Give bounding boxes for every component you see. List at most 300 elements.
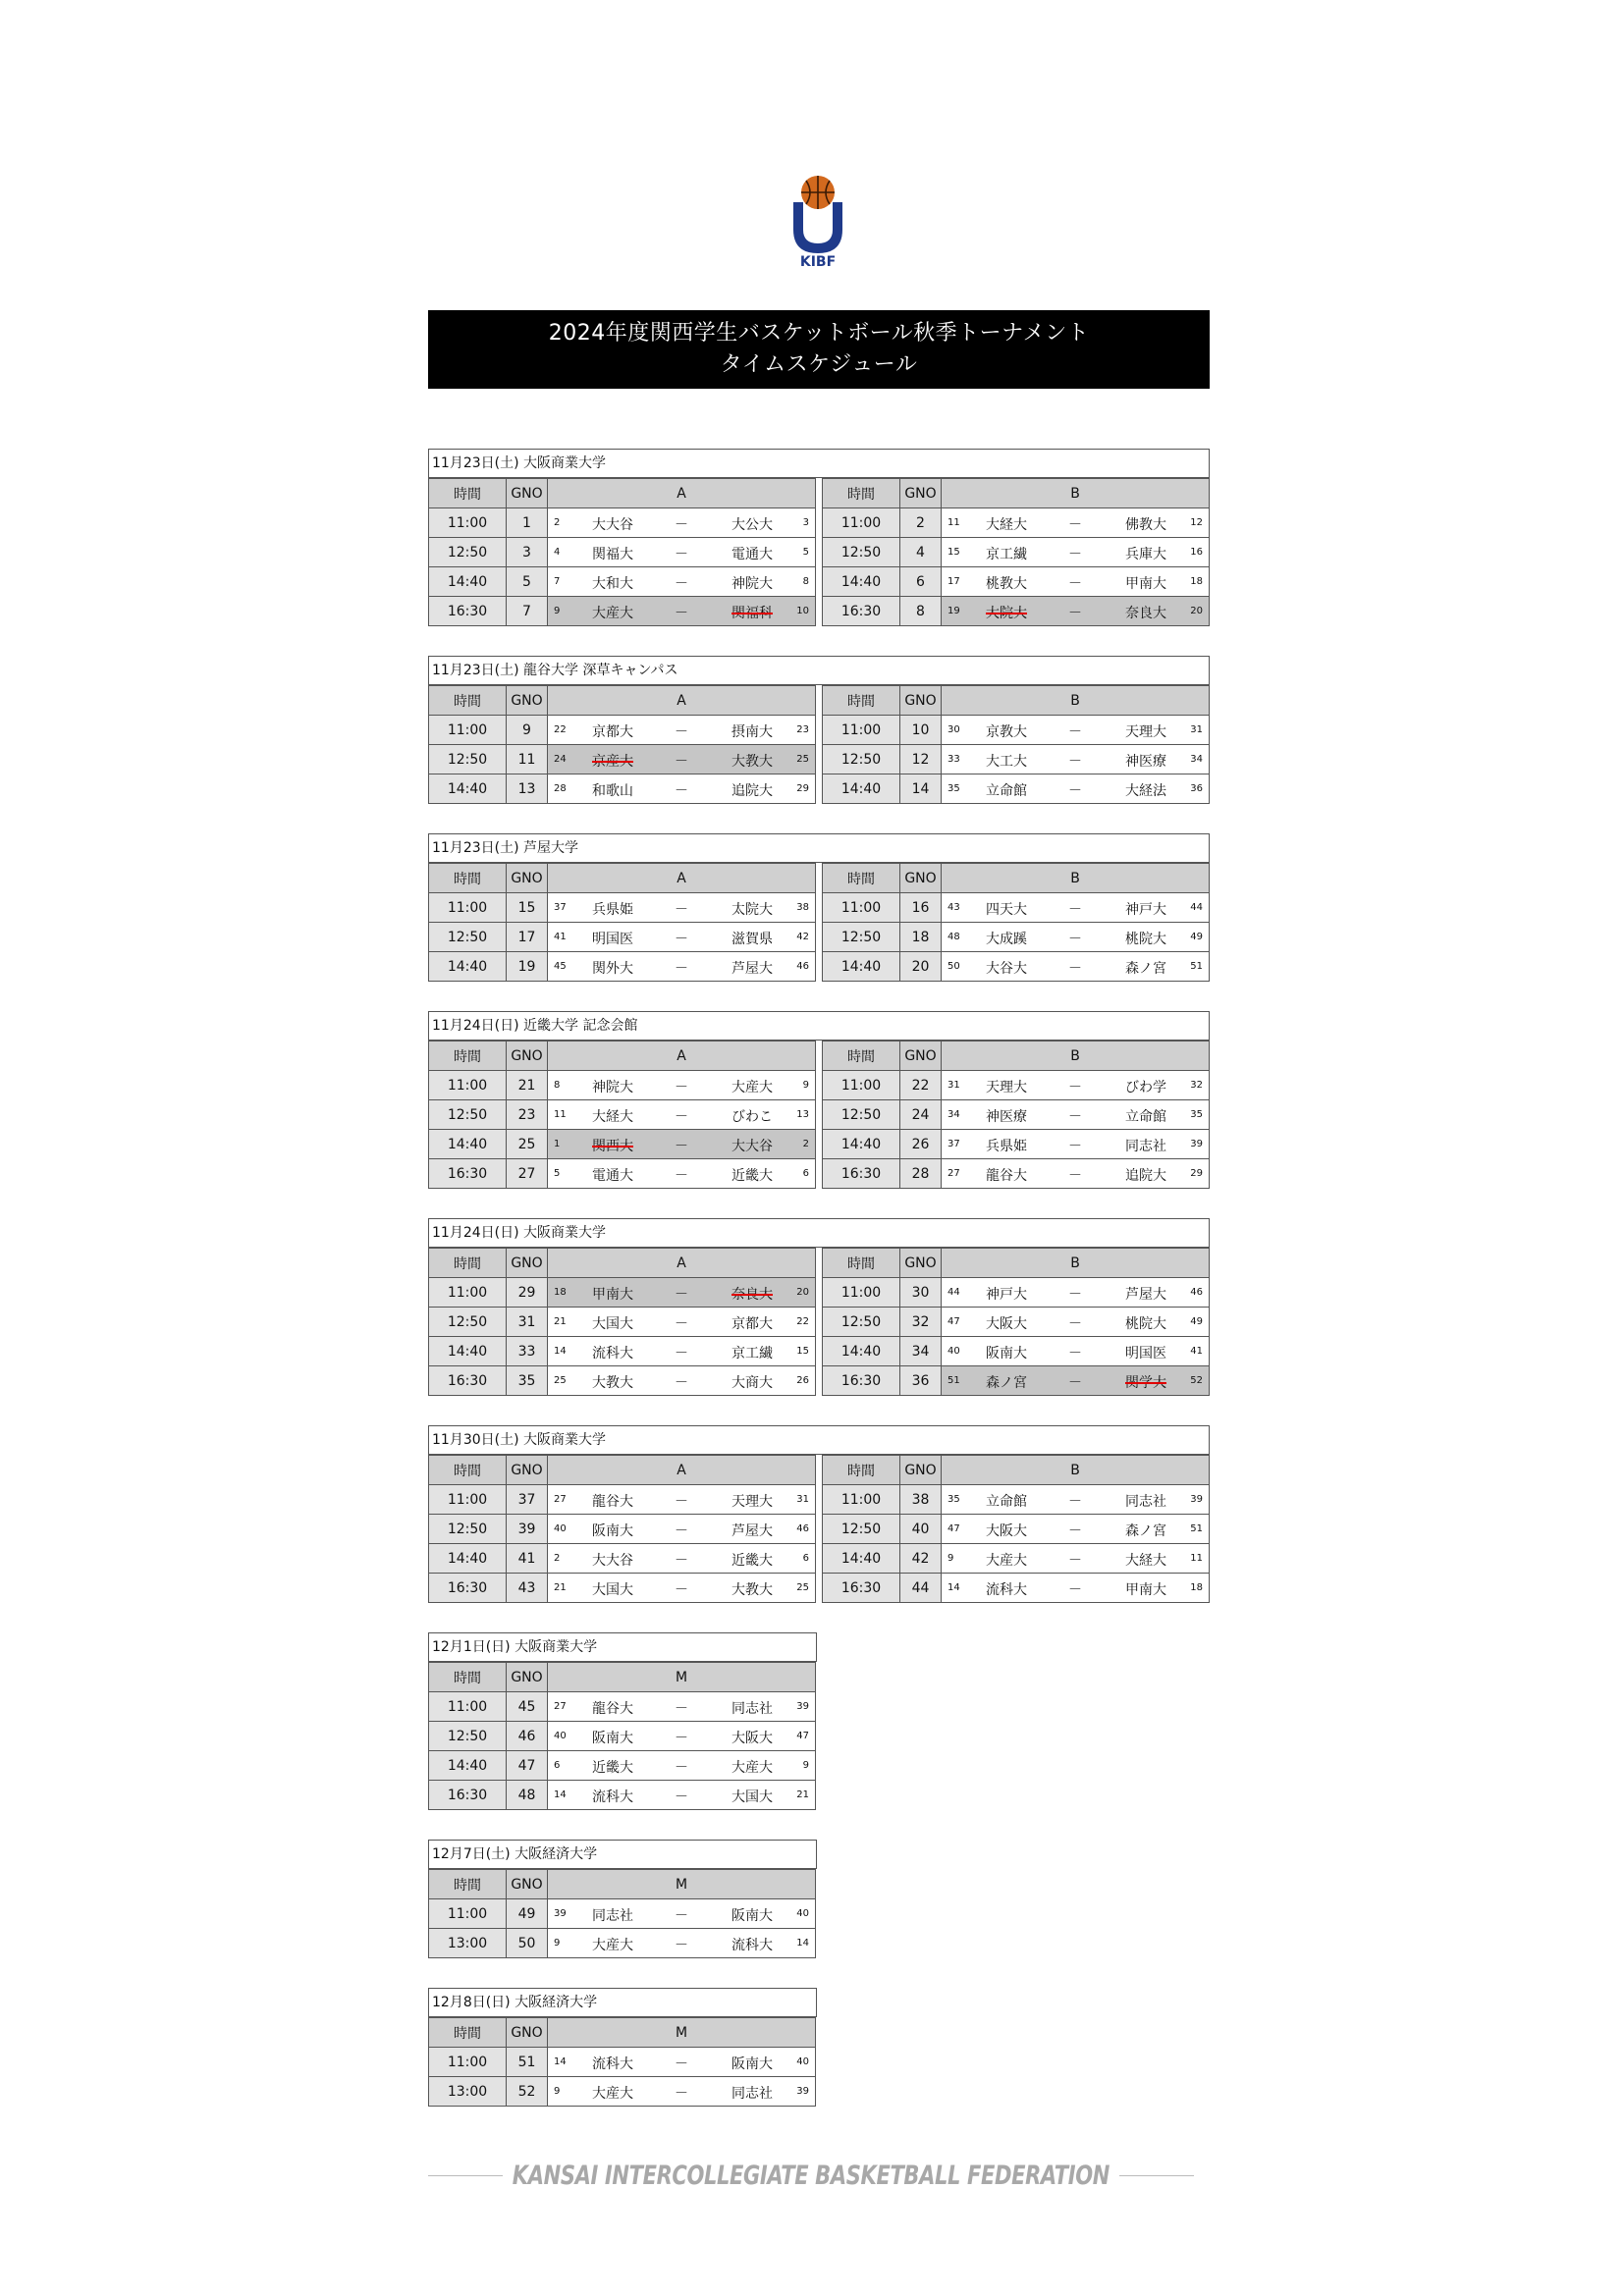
- match-cell: [548, 1485, 815, 1514]
- versus-dash: －: [675, 1760, 688, 1776]
- table-row: [823, 1543, 1209, 1573]
- court-table: [822, 478, 1210, 626]
- left-seed: 27: [554, 1701, 567, 1712]
- left-seed: 21: [554, 1316, 567, 1327]
- right-seed: 39: [1190, 1139, 1203, 1149]
- time-cell: 11:00: [429, 1692, 507, 1721]
- left-team: 立命館: [986, 1494, 1027, 1510]
- gno-cell: 3: [507, 538, 548, 566]
- table-header-row: [429, 1662, 815, 1691]
- table-row: [823, 951, 1209, 981]
- section-title: 12月8日(日) 大阪経済大学: [428, 1988, 817, 2017]
- right-seed: 32: [1190, 1080, 1203, 1091]
- versus-dash: －: [675, 754, 688, 770]
- gno-cell: 42: [900, 1544, 942, 1573]
- header-gno: GNO: [507, 479, 548, 507]
- left-seed: 27: [554, 1494, 567, 1505]
- match-cell: [942, 1337, 1209, 1365]
- right-team: 京都大: [731, 1316, 773, 1332]
- table-row: [429, 1573, 815, 1602]
- match-cell: [942, 952, 1209, 981]
- time-cell: 14:40: [429, 567, 507, 596]
- left-team: 関福大: [592, 547, 633, 562]
- versus-dash: －: [675, 1080, 688, 1095]
- match-cell: [548, 1130, 815, 1158]
- right-team: 奈良大: [731, 1287, 773, 1303]
- left-team: 大教大: [592, 1375, 633, 1391]
- match-cell: [942, 1308, 1209, 1336]
- time-cell: 14:40: [429, 1130, 507, 1158]
- table-row: [429, 1780, 815, 1809]
- footer: [428, 2156, 1194, 2195]
- right-team: 森ノ宮: [1125, 961, 1166, 977]
- title-line-1: 2024年度関西学生バスケットボール秋季トーナメント: [548, 321, 1090, 346]
- right-seed: 44: [1190, 902, 1203, 913]
- table-row: [823, 922, 1209, 951]
- table-header-row: [429, 1455, 815, 1484]
- table-row: [823, 1099, 1209, 1129]
- court-table: [822, 685, 1210, 804]
- schedule-section: [428, 656, 1210, 804]
- section-title: 11月24日(日) 近畿大学 記念会館: [428, 1011, 1210, 1041]
- table-row: [429, 1158, 815, 1188]
- left-team: 四天大: [986, 902, 1027, 918]
- table-header-row: [823, 1248, 1209, 1277]
- gno-cell: 12: [900, 745, 942, 774]
- left-seed: 37: [947, 1139, 960, 1149]
- left-team: 大阪大: [986, 1523, 1027, 1539]
- right-team: 関福科: [731, 606, 773, 621]
- gno-cell: 14: [900, 774, 942, 803]
- header-time: 時間: [823, 686, 900, 715]
- court-table: [428, 685, 816, 804]
- match-cell: [942, 1544, 1209, 1573]
- left-seed: 34: [947, 1109, 960, 1120]
- left-seed: 33: [947, 754, 960, 765]
- gno-cell: 21: [507, 1071, 548, 1099]
- match-cell: [548, 2077, 815, 2106]
- right-seed: 51: [1190, 1523, 1203, 1534]
- gno-cell: 10: [900, 716, 942, 744]
- match-cell: [942, 567, 1209, 596]
- left-team: 流科大: [986, 1582, 1027, 1598]
- right-team: 電通大: [731, 547, 773, 562]
- right-team: 追院大: [1125, 1168, 1166, 1184]
- right-seed: 46: [796, 1523, 809, 1534]
- table-row: [429, 1721, 815, 1750]
- right-team: びわこ: [731, 1109, 773, 1125]
- versus-dash: －: [1068, 1316, 1082, 1332]
- right-seed: 23: [796, 724, 809, 735]
- left-seed: 9: [554, 2086, 561, 2097]
- gno-cell: 31: [507, 1308, 548, 1336]
- gno-cell: 49: [507, 1899, 548, 1928]
- versus-dash: －: [675, 547, 688, 562]
- left-team: 天理大: [986, 1080, 1027, 1095]
- time-cell: 11:00: [429, 1485, 507, 1514]
- versus-dash: －: [1068, 1109, 1082, 1125]
- versus-dash: －: [675, 1523, 688, 1539]
- right-team: 関学大: [1125, 1375, 1166, 1391]
- logo-text: KIBF: [799, 254, 837, 267]
- right-team: 天理大: [1125, 724, 1166, 740]
- header-court: M: [548, 2018, 815, 2047]
- table-header-row: [429, 863, 815, 892]
- left-seed: 48: [947, 932, 960, 942]
- left-team: 大経大: [592, 1109, 633, 1125]
- right-seed: 11: [1190, 1553, 1203, 1564]
- header-gno: GNO: [507, 686, 548, 715]
- time-cell: 16:30: [823, 1159, 900, 1188]
- right-seed: 12: [1190, 517, 1203, 528]
- schedule-section: [428, 833, 1210, 982]
- gno-cell: 24: [900, 1100, 942, 1129]
- left-team: 京都大: [592, 724, 633, 740]
- gno-cell: 43: [507, 1574, 548, 1602]
- header-court: A: [548, 1249, 815, 1277]
- footer-text: KANSAI INTERCOLLEGIATE BASKETBALL FEDERATION: [512, 2160, 1110, 2191]
- left-team: 電通大: [592, 1168, 633, 1184]
- time-cell: 14:40: [429, 1751, 507, 1780]
- gno-cell: 28: [900, 1159, 942, 1188]
- left-seed: 7: [554, 576, 561, 587]
- versus-dash: －: [675, 961, 688, 977]
- match-cell: [548, 2048, 815, 2076]
- court-table: [428, 1662, 816, 1810]
- time-cell: 14:40: [823, 1130, 900, 1158]
- gno-cell: 34: [900, 1337, 942, 1365]
- match-cell: [942, 1515, 1209, 1543]
- table-row: [823, 537, 1209, 566]
- table-row: [429, 1336, 815, 1365]
- versus-dash: －: [675, 1375, 688, 1391]
- table-row: [429, 892, 815, 922]
- table-row: [823, 1484, 1209, 1514]
- left-seed: 1: [554, 1139, 561, 1149]
- versus-dash: －: [675, 1109, 688, 1125]
- left-team: 大国大: [592, 1582, 633, 1598]
- versus-dash: －: [675, 724, 688, 740]
- right-seed: 41: [1190, 1346, 1203, 1357]
- gno-cell: 52: [507, 2077, 548, 2106]
- right-seed: 38: [796, 902, 809, 913]
- header-time: 時間: [429, 686, 507, 715]
- left-team: 大国大: [592, 1316, 633, 1332]
- left-seed: 28: [554, 783, 567, 794]
- header-court: B: [942, 686, 1209, 715]
- table-row: [429, 1070, 815, 1099]
- left-team: 和歌山: [592, 783, 633, 799]
- gno-cell: 17: [507, 923, 548, 951]
- gno-cell: 45: [507, 1692, 548, 1721]
- left-seed: 22: [554, 724, 567, 735]
- versus-dash: －: [675, 576, 688, 592]
- right-team: 大阪大: [731, 1731, 773, 1746]
- time-cell: 12:50: [823, 1308, 900, 1336]
- table-row: [429, 1277, 815, 1307]
- match-cell: [548, 1366, 815, 1395]
- left-seed: 9: [947, 1553, 954, 1564]
- schedule-section: [428, 1840, 817, 1958]
- header-court: M: [548, 1663, 815, 1691]
- time-cell: 16:30: [429, 1159, 507, 1188]
- left-seed: 31: [947, 1080, 960, 1091]
- time-cell: 13:00: [429, 1929, 507, 1957]
- time-cell: 12:50: [429, 538, 507, 566]
- left-seed: 40: [947, 1346, 960, 1357]
- court-table: [428, 1869, 816, 1958]
- section-title: 11月24日(日) 大阪商業大学: [428, 1218, 1210, 1248]
- gno-cell: 11: [507, 745, 548, 774]
- right-seed: 42: [796, 932, 809, 942]
- time-cell: 16:30: [429, 1366, 507, 1395]
- court-table: [822, 1248, 1210, 1396]
- header-court: B: [942, 1249, 1209, 1277]
- right-team: 明国医: [1125, 1346, 1166, 1362]
- match-cell: [548, 1899, 815, 1928]
- header-time: 時間: [429, 1456, 507, 1484]
- left-team: 関外大: [592, 961, 633, 977]
- match-cell: [548, 774, 815, 803]
- right-team: びわ学: [1125, 1080, 1166, 1095]
- table-header-row: [823, 478, 1209, 507]
- table-row: [429, 507, 815, 537]
- match-cell: [548, 1722, 815, 1750]
- left-seed: 41: [554, 932, 567, 942]
- left-team: 龍谷大: [592, 1494, 633, 1510]
- versus-dash: －: [675, 1731, 688, 1746]
- table-row: [429, 1129, 815, 1158]
- gno-cell: 51: [507, 2048, 548, 2076]
- versus-dash: －: [1068, 1139, 1082, 1154]
- match-cell: [942, 508, 1209, 537]
- match-cell: [548, 1071, 815, 1099]
- right-seed: 14: [796, 1938, 809, 1949]
- versus-dash: －: [675, 2056, 688, 2072]
- right-team: 同志社: [731, 1701, 773, 1717]
- time-cell: 11:00: [429, 716, 507, 744]
- table-row: [823, 507, 1209, 537]
- header-gno: GNO: [900, 864, 942, 892]
- right-team: 京工繊: [731, 1346, 773, 1362]
- right-team: 滋賀県: [731, 932, 773, 947]
- court-table: [428, 2017, 816, 2107]
- header-gno: GNO: [507, 1870, 548, 1898]
- right-seed: 47: [796, 1731, 809, 1741]
- versus-dash: －: [675, 1287, 688, 1303]
- left-team: 大産大: [986, 1553, 1027, 1569]
- left-seed: 14: [554, 2056, 567, 2067]
- table-header-row: [823, 685, 1209, 715]
- match-cell: [548, 1781, 815, 1809]
- section-title: 11月23日(土) 大阪商業大学: [428, 449, 1210, 478]
- gno-cell: 36: [900, 1366, 942, 1395]
- time-cell: 14:40: [823, 952, 900, 981]
- time-cell: 11:00: [429, 508, 507, 537]
- time-cell: 12:50: [823, 745, 900, 774]
- gno-cell: 1: [507, 508, 548, 537]
- match-cell: [942, 893, 1209, 922]
- time-cell: 14:40: [823, 567, 900, 596]
- left-seed: 24: [554, 754, 567, 765]
- time-cell: 12:50: [429, 1722, 507, 1750]
- right-seed: 36: [1190, 783, 1203, 794]
- time-cell: 11:00: [823, 716, 900, 744]
- right-team: 大経法: [1125, 783, 1166, 799]
- match-cell: [942, 1100, 1209, 1129]
- left-team: 大工大: [986, 754, 1027, 770]
- right-seed: 3: [802, 517, 809, 528]
- table-row: [429, 774, 815, 803]
- versus-dash: －: [1068, 1582, 1082, 1598]
- right-team: 大国大: [731, 1789, 773, 1805]
- time-cell: 12:50: [429, 1308, 507, 1336]
- versus-dash: －: [1068, 932, 1082, 947]
- left-seed: 44: [947, 1287, 960, 1298]
- versus-dash: －: [1068, 547, 1082, 562]
- left-team: 龍谷大: [592, 1701, 633, 1717]
- left-seed: 15: [947, 547, 960, 558]
- match-cell: [548, 952, 815, 981]
- left-seed: 40: [554, 1731, 567, 1741]
- schedule-section: [428, 1988, 817, 2107]
- court-table: [822, 863, 1210, 982]
- table-row: [429, 744, 815, 774]
- header-time: 時間: [823, 1249, 900, 1277]
- versus-dash: －: [1068, 576, 1082, 592]
- table-row: [429, 566, 815, 596]
- time-cell: 14:40: [429, 774, 507, 803]
- left-seed: 2: [554, 1553, 561, 1564]
- match-cell: [942, 774, 1209, 803]
- left-team: 大産大: [592, 2086, 633, 2102]
- court-table: [428, 1455, 816, 1603]
- left-team: 神戸大: [986, 1287, 1027, 1303]
- left-team: 兵県姫: [592, 902, 633, 918]
- gno-cell: 5: [507, 567, 548, 596]
- left-seed: 11: [554, 1109, 567, 1120]
- right-team: 神戸大: [1125, 902, 1166, 918]
- schedule-section: [428, 1425, 1210, 1603]
- match-cell: [548, 1278, 815, 1307]
- versus-dash: －: [1068, 517, 1082, 533]
- left-seed: 9: [554, 1938, 561, 1949]
- header-gno: GNO: [900, 1249, 942, 1277]
- table-row: [429, 1691, 815, 1721]
- versus-dash: －: [675, 1168, 688, 1184]
- section-title: 11月23日(土) 龍谷大学 深草キャンパス: [428, 656, 1210, 685]
- right-seed: 29: [1190, 1168, 1203, 1179]
- time-cell: 14:40: [823, 1337, 900, 1365]
- left-team: 阪南大: [986, 1346, 1027, 1362]
- header-gno: GNO: [507, 864, 548, 892]
- right-seed: 46: [796, 961, 809, 972]
- left-team: 大和大: [592, 576, 633, 592]
- match-cell: [942, 716, 1209, 744]
- match-cell: [942, 1366, 1209, 1395]
- table-row: [429, 922, 815, 951]
- table-row: [429, 1099, 815, 1129]
- header-gno: GNO: [507, 1663, 548, 1691]
- versus-dash: －: [1068, 1287, 1082, 1303]
- versus-dash: －: [675, 932, 688, 947]
- right-team: 阪南大: [731, 2056, 773, 2072]
- table-row: [823, 1514, 1209, 1543]
- time-cell: 12:50: [429, 923, 507, 951]
- match-cell: [942, 1278, 1209, 1307]
- right-seed: 20: [796, 1287, 809, 1298]
- match-cell: [942, 597, 1209, 625]
- table-row: [823, 1158, 1209, 1188]
- match-cell: [548, 1751, 815, 1780]
- left-seed: 43: [947, 902, 960, 913]
- left-seed: 37: [554, 902, 567, 913]
- table-row: [823, 1336, 1209, 1365]
- header-gno: GNO: [507, 1041, 548, 1070]
- right-seed: 31: [1190, 724, 1203, 735]
- match-cell: [942, 1130, 1209, 1158]
- right-team: 天理大: [731, 1494, 773, 1510]
- right-team: 大教大: [731, 754, 773, 770]
- time-cell: 16:30: [429, 1574, 507, 1602]
- right-team: 大公大: [731, 517, 773, 533]
- gno-cell: 22: [900, 1071, 942, 1099]
- versus-dash: －: [1068, 1523, 1082, 1539]
- kibf-logo: [787, 173, 848, 267]
- gno-cell: 46: [507, 1722, 548, 1750]
- versus-dash: －: [1068, 1494, 1082, 1510]
- left-team: 大谷大: [986, 961, 1027, 977]
- versus-dash: －: [1068, 1168, 1082, 1184]
- schedule-section: [428, 1011, 1210, 1189]
- gno-cell: 39: [507, 1515, 548, 1543]
- gno-cell: 2: [900, 508, 942, 537]
- gno-cell: 4: [900, 538, 942, 566]
- right-seed: 52: [1190, 1375, 1203, 1386]
- time-cell: 12:50: [429, 1100, 507, 1129]
- versus-dash: －: [675, 783, 688, 799]
- gno-cell: 30: [900, 1278, 942, 1307]
- match-cell: [942, 538, 1209, 566]
- left-team: 森ノ宮: [986, 1375, 1027, 1391]
- section-title: 12月7日(土) 大阪経済大学: [428, 1840, 817, 1869]
- right-team: 大経大: [1125, 1553, 1166, 1569]
- table-header-row: [429, 1041, 815, 1070]
- right-seed: 29: [796, 783, 809, 794]
- header-court: B: [942, 479, 1209, 507]
- court-table: [428, 863, 816, 982]
- right-team: 桃院大: [1125, 1316, 1166, 1332]
- header-gno: GNO: [507, 1456, 548, 1484]
- right-team: 近畿大: [731, 1553, 773, 1569]
- header-time: 時間: [823, 864, 900, 892]
- section-title: 12月1日(日) 大阪商業大学: [428, 1632, 817, 1662]
- header-court: A: [548, 864, 815, 892]
- match-cell: [548, 538, 815, 566]
- match-cell: [548, 1574, 815, 1602]
- right-team: 立命館: [1125, 1109, 1166, 1125]
- versus-dash: －: [1068, 961, 1082, 977]
- match-cell: [548, 923, 815, 951]
- gno-cell: 32: [900, 1308, 942, 1336]
- right-seed: 10: [796, 606, 809, 616]
- left-team: 大産大: [592, 1938, 633, 1953]
- versus-dash: －: [1068, 724, 1082, 740]
- match-cell: [548, 508, 815, 537]
- header-gno: GNO: [507, 2018, 548, 2047]
- left-seed: 51: [947, 1375, 960, 1386]
- right-seed: 26: [796, 1375, 809, 1386]
